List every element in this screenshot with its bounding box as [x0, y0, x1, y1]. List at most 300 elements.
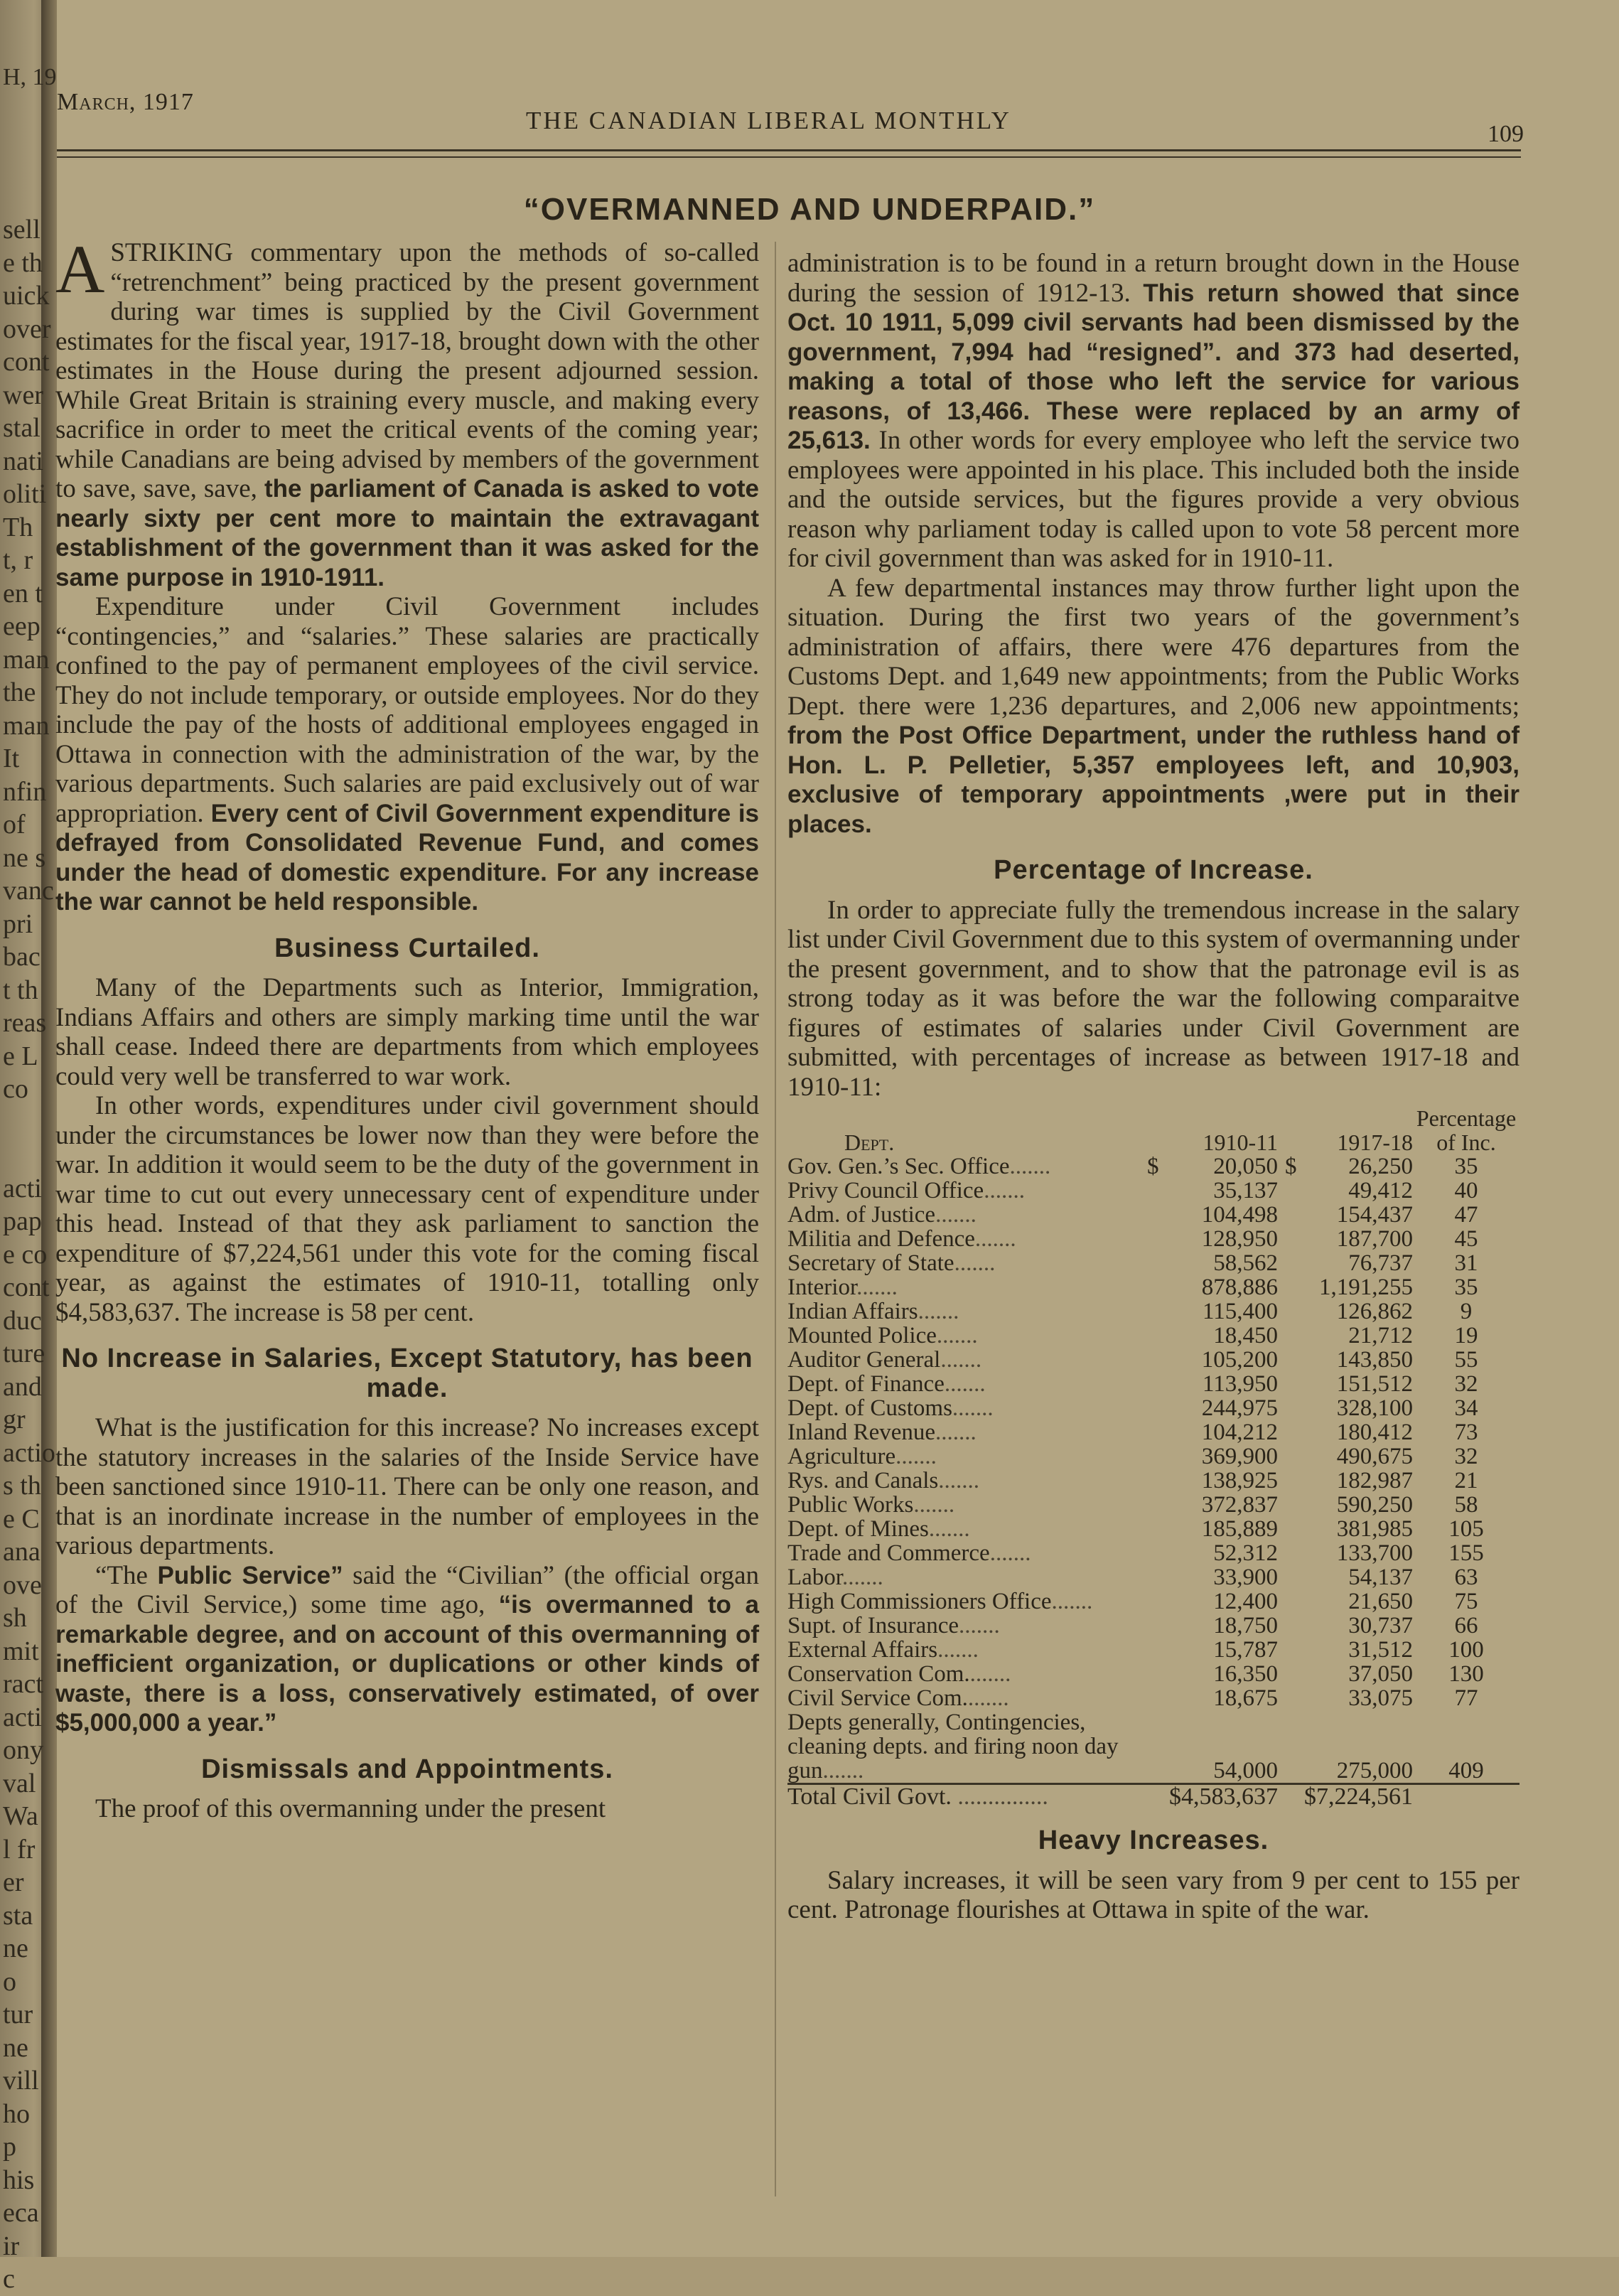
value-1910-text: 115,400	[1202, 1299, 1278, 1324]
value-1910-text: 58,562	[1213, 1250, 1278, 1276]
edge-fragment: gr	[3, 1405, 26, 1434]
table-row	[787, 1179, 1520, 1203]
expenditure-emphasis: Every cent of Civil Government expenditure is defrayed from Consolidated Revenue Fund, and comes under the head of domestic expenditure. For any increase the war cannot be held responsible.	[55, 799, 760, 916]
edge-fragment: t, r	[3, 545, 33, 575]
leader-dots: .......	[822, 1758, 864, 1783]
value-1917-text: 31,512	[1348, 1637, 1413, 1663]
value-1910	[1143, 1469, 1278, 1493]
value-1910	[1143, 1614, 1278, 1638]
dept-name	[787, 1469, 1143, 1493]
dept-name-text: Auditor General	[787, 1347, 941, 1373]
value-1917-text: 1,191,255	[1319, 1275, 1413, 1300]
edge-fragment: ne	[3, 1933, 28, 1963]
percentage-increase: 35	[1454, 1275, 1478, 1300]
value-1910	[1143, 1251, 1278, 1275]
edge-fragment: e co	[3, 1239, 48, 1270]
comparison-intro-paragraph: In order to appreciate fully the tremendous increase in the salary list under Civil Government due to this system of overmanning under the present government, and to show that the patronage evil is as strong today as it was before the war the following comparaitve figures of estimates of salaries under Civil Government are submitted, with percentages of increase as between 1917-18 and 1910-11:	[787, 895, 1520, 1102]
intro-emphasis: the parliament of Canada is asked to vote nearly sixty per cent more to maintain the extravagant establishment of the government than it was asked for the same purpose in 1910-1911.	[55, 475, 759, 591]
instances-text: A few departmental instances may throw further light upon the situation. During the first two years of the government’s administration of affairs, there were 476 departures from the Customs Dept. and 1,649 new appointments; from the Public Works Dept. there were 1,236 departures, and 2,006 new appointments;	[787, 573, 1520, 721]
value-1910	[1143, 1444, 1278, 1469]
dept-name-text: Labor	[787, 1565, 842, 1590]
percentage-increase: 100	[1448, 1637, 1484, 1663]
value-1917	[1278, 1589, 1413, 1614]
dept-name	[787, 1686, 1143, 1710]
edge-fragment: and	[3, 1371, 42, 1402]
value-1917	[1278, 1227, 1413, 1251]
dept-name-text: Rys. and Canals	[787, 1468, 939, 1493]
value-1910	[1143, 1203, 1278, 1227]
value-1917-text: 133,700	[1336, 1540, 1413, 1566]
edge-fragment: uick	[3, 281, 50, 311]
subhead-heavy-increases: Heavy Increases.	[1038, 1825, 1269, 1855]
table-row	[787, 1154, 1520, 1179]
dept-name-text: Civil Service Com.	[787, 1685, 968, 1711]
edge-fragment: cont	[3, 347, 50, 377]
table-row	[787, 1710, 1520, 1784]
edge-fragment: ho	[3, 2098, 30, 2129]
percentage-increase: 66	[1454, 1613, 1478, 1638]
value-1910-text: 35,137	[1213, 1178, 1278, 1203]
edge-fragment: over	[3, 313, 51, 344]
dept-name	[787, 1565, 1143, 1589]
value-1917	[1278, 1517, 1413, 1541]
value-1910	[1143, 1565, 1278, 1589]
value-1910-text: 12,400	[1213, 1589, 1278, 1614]
value-1917	[1278, 1348, 1413, 1372]
value-1917	[1278, 1275, 1413, 1299]
dept-name-text: High Commissioners Office	[787, 1589, 1052, 1614]
dept-name-text: Supt. of Insurance	[787, 1613, 959, 1638]
edge-fragment: of	[3, 810, 26, 839]
value-1917	[1278, 1541, 1413, 1565]
dept-name-text: External Affairs	[787, 1637, 938, 1663]
leader-dots: .......	[841, 1565, 883, 1590]
value-1917	[1278, 1565, 1413, 1589]
dept-name-text: Indian Affairs	[787, 1299, 918, 1324]
dept-name-text: Dept. of Mines	[787, 1516, 929, 1542]
edge-fragment: bac	[3, 942, 41, 972]
total-label-text: Total Civil Govt.	[787, 1783, 952, 1810]
value-1917	[1278, 1154, 1413, 1179]
total-1910: $4,583,637	[1143, 1784, 1278, 1810]
value-1917-text: 37,050	[1348, 1661, 1413, 1687]
value-1917	[1278, 1469, 1413, 1493]
dept-name	[787, 1275, 1143, 1299]
table-row	[787, 1348, 1520, 1372]
header-dept: Dept.	[844, 1130, 895, 1155]
leader-dots: .......	[936, 1323, 978, 1348]
value-1917-text: 275,000	[1336, 1758, 1413, 1783]
leader-dots: .......	[928, 1516, 970, 1542]
right-column	[787, 249, 1520, 1925]
table-row	[787, 1565, 1520, 1589]
value-1910	[1143, 1227, 1278, 1251]
value-1910	[1143, 1179, 1278, 1203]
value-1917-text: 54,137	[1348, 1565, 1413, 1590]
edge-fragment: Wa	[3, 1801, 38, 1831]
edge-fragment: sell	[3, 215, 41, 245]
table-row	[787, 1420, 1520, 1444]
percentage-increase: 130	[1448, 1661, 1484, 1687]
edge-fragment: ir	[3, 2231, 20, 2261]
value-1910-text: 33,900	[1213, 1565, 1278, 1590]
journal-title: THE CANADIAN LIBERAL MONTHLY	[526, 107, 1011, 134]
public-service-emphasis: Public Service”	[157, 1561, 343, 1589]
edge-fragment: ne s	[3, 842, 46, 873]
table-header-row	[787, 1106, 1520, 1154]
value-1910-text: 244,975	[1201, 1395, 1278, 1421]
value-1910-text: 878,886	[1201, 1275, 1278, 1300]
edge-fragment: co	[3, 1074, 28, 1104]
leader-dots: .......	[895, 1444, 937, 1469]
edge-fragment: vanc	[3, 876, 54, 906]
header-rule-thin	[57, 156, 1521, 158]
dept-name-text: Public Works	[787, 1492, 914, 1518]
value-1910-text: 52,312	[1213, 1540, 1278, 1566]
percentage-increase: 9	[1460, 1299, 1473, 1324]
value-1910	[1143, 1662, 1278, 1686]
value-1910-text: 113,950	[1202, 1371, 1278, 1397]
percentage-increase: 32	[1454, 1371, 1478, 1397]
dept-name	[787, 1541, 1143, 1565]
leader-dots: .......	[856, 1275, 898, 1300]
table-row	[787, 1444, 1520, 1469]
value-1910-text: 372,837	[1201, 1492, 1278, 1518]
value-1917-text: 328,100	[1336, 1395, 1413, 1421]
edge-fragment: acti	[3, 1173, 42, 1203]
leader-dots: .......	[1051, 1589, 1093, 1614]
value-1910	[1143, 1541, 1278, 1565]
dept-name	[787, 1203, 1143, 1227]
value-1917	[1278, 1372, 1413, 1396]
edge-fragment: the	[3, 677, 36, 707]
leader-dots: .......	[938, 1468, 979, 1493]
value-1917	[1278, 1662, 1413, 1686]
dept-name-text: Mounted Police	[787, 1323, 937, 1348]
dept-name	[787, 1589, 1143, 1614]
edge-fragment: e th	[3, 247, 43, 278]
percentage-increase: 19	[1454, 1323, 1478, 1348]
edge-fragment: oliti	[3, 479, 47, 509]
value-1910	[1143, 1493, 1278, 1517]
article-title: “OVERMANNED AND UNDERPAID.”	[523, 192, 1096, 227]
dept-name-text: Secretary of State	[787, 1250, 954, 1276]
subhead-no-increase: No Increase in Salaries, Except Statutory, has been made.	[61, 1343, 753, 1403]
percentage-increase: 35	[1454, 1154, 1478, 1179]
dept-name	[787, 1179, 1143, 1203]
table-row	[787, 1589, 1520, 1614]
value-1910-text: 104,212	[1201, 1420, 1278, 1445]
percentage-increase: 55	[1454, 1347, 1478, 1373]
value-1910-text: 15,787	[1213, 1637, 1278, 1663]
total-1917: $7,224,561	[1278, 1784, 1413, 1810]
edge-fragment: Th	[3, 512, 33, 542]
return-emphasis: This return showed that since Oct. 10 1911, 5,099 civil servants had been dismissed by the government, 7,994 had “resigned”. and 373 had deserted, making a total of those who left the service for various reasons, of 13,466. These were replaced by an army of 25,613.	[787, 279, 1520, 454]
edge-fragment: o	[3, 1966, 16, 1997]
value-1910	[1143, 1299, 1278, 1324]
leader-dots: .......	[974, 1226, 1016, 1252]
value-1917-text: 76,737	[1348, 1250, 1413, 1276]
dept-name	[787, 1710, 1143, 1784]
dept-name	[787, 1396, 1143, 1420]
header-rule	[57, 149, 1521, 151]
header-percentage: Percentage of Inc.	[1416, 1105, 1517, 1155]
leader-dots: .......	[969, 1661, 1011, 1687]
percentage-increase: 77	[1454, 1685, 1478, 1711]
leader-dots: .......	[967, 1685, 1009, 1711]
value-1917	[1278, 1203, 1413, 1227]
table-row	[787, 1251, 1520, 1275]
dept-name	[787, 1420, 1143, 1444]
percentage-increase: 73	[1454, 1420, 1478, 1445]
value-1910	[1143, 1275, 1278, 1299]
dept-name-text: Inland Revenue	[787, 1420, 936, 1445]
dept-name	[787, 1444, 1143, 1469]
edge-fragment: pap	[3, 1206, 42, 1236]
value-1917	[1278, 1299, 1413, 1324]
value-1910	[1143, 1517, 1278, 1541]
value-1917-text: 151,512	[1336, 1371, 1413, 1397]
issue-date: March, 1917	[57, 89, 194, 115]
value-1910-text: 18,750	[1213, 1613, 1278, 1638]
dept-name-text: Dept. of Customs	[787, 1395, 952, 1421]
proof-paragraph: The proof of this overmanning under the present	[95, 1794, 606, 1823]
value-1910-text: 54,000	[1213, 1758, 1278, 1783]
edge-fragment: val	[3, 1768, 36, 1798]
left-column	[55, 231, 760, 1824]
expenditure-text: Expenditure under Civil Government includes “contingencies,” and “salaries.” These salaries are practically confined to the pay of permanent employees of the civil service. They do not include temporary, or outside employees. Nor do they include the pay of the hosts of additional employees engaged in Ottawa in connection with the administration of the war, by the various departments. Such salaries are paid exclusively out of war appropriation.	[55, 592, 759, 828]
quote-open: “The	[95, 1560, 158, 1590]
edge-fragment: sta	[3, 1900, 33, 1931]
percentage-increase: 32	[1454, 1444, 1478, 1469]
departments-paragraph: Many of the Departments such as Interior, Immigration, Indians Affairs and others are simply marking time until the war shall cease. Indeed there are departments from which employees could very well be transferred to war work.	[55, 973, 759, 1091]
percentage-increase: 75	[1454, 1589, 1478, 1614]
edge-fragment: nfin	[3, 776, 47, 807]
table-row	[787, 1662, 1520, 1686]
estimates-table	[787, 1106, 1520, 1809]
percentage-increase: 155	[1448, 1540, 1484, 1566]
dept-name-text: Interior	[787, 1275, 857, 1300]
edge-fragment: nati	[3, 446, 43, 476]
dept-name	[787, 1348, 1143, 1372]
value-1910-text: 18,450	[1213, 1323, 1278, 1348]
total-row	[787, 1784, 1520, 1810]
percentage-increase: 45	[1454, 1226, 1478, 1252]
total-pct	[1413, 1784, 1520, 1810]
percentage-increase: 409	[1448, 1758, 1484, 1783]
dept-name-text: Conservation Com.	[787, 1661, 970, 1687]
table-row	[787, 1614, 1520, 1638]
value-1917	[1278, 1324, 1413, 1348]
edge-fragment: en t	[3, 578, 43, 608]
table-row	[787, 1203, 1520, 1227]
value-1917-text: 26,250	[1348, 1154, 1413, 1179]
value-1917	[1278, 1686, 1413, 1710]
value-1917	[1278, 1444, 1413, 1469]
leader-dots: .......	[944, 1371, 986, 1397]
previous-page-header-fragment: H, 19	[3, 64, 57, 90]
return-tail: In other words for every employee who left the service two employees were appointed in his place. This included both the inside and the outside services, but the figures provide a very obvious reason why parliament today is called upon to vote 58 percent more for civil government than was asked for in 1910-11.	[787, 426, 1520, 573]
leader-dots: .......	[984, 1178, 1025, 1203]
table-row	[787, 1372, 1520, 1396]
edge-fragment: his	[3, 2164, 35, 2195]
edge-fragment: vill	[3, 2066, 39, 2096]
intro-paragraph	[55, 231, 759, 592]
value-1910	[1143, 1324, 1278, 1348]
value-1917-text: 180,412	[1336, 1420, 1413, 1445]
edge-fragment: ony	[3, 1735, 43, 1765]
value-1910	[1143, 1154, 1278, 1179]
percentage-increase: 63	[1454, 1565, 1478, 1590]
intro-text: STRIKING commentary upon the methods of so-called “retrenchment” being practiced by the present government during war times is supplied by the Civil Government estimates for the fiscal year, 1917-18, brought down with the other estimates in the House during the present adjourned session. While Great Britain is straining every muscle, and making every sacrifice in order to meet the critical events of the coming year; while Canadians are being advised by members of the government to save, save, save,	[55, 238, 759, 503]
dept-name	[787, 1662, 1143, 1686]
value-1910	[1143, 1348, 1278, 1372]
leader-dots: .......	[918, 1299, 959, 1324]
value-1910-text: 18,675	[1213, 1685, 1278, 1711]
table-row	[787, 1299, 1520, 1324]
percentage-increase: 58	[1454, 1492, 1478, 1518]
edge-fragment: eep	[3, 611, 41, 641]
table-row	[787, 1686, 1520, 1710]
edge-fragment: l fr	[3, 1834, 36, 1865]
leader-dots: .......	[954, 1250, 996, 1276]
value-1910-text: 185,889	[1201, 1516, 1278, 1542]
dept-name	[787, 1517, 1143, 1541]
total-label	[787, 1784, 1143, 1810]
table-row	[787, 1324, 1520, 1348]
edge-fragment: acti	[3, 1702, 42, 1732]
value-1910-text: 105,200	[1201, 1347, 1278, 1373]
dept-name-text: Privy Council Office	[787, 1178, 984, 1203]
leader-dots: .......	[935, 1202, 977, 1228]
percentage-increase: 21	[1454, 1468, 1478, 1493]
edge-fragment: man	[3, 710, 50, 741]
dept-name-text: Agriculture	[787, 1444, 896, 1469]
edge-fragment: ne	[3, 2032, 28, 2063]
value-1910	[1143, 1686, 1278, 1710]
edge-fragment: pri	[3, 908, 33, 939]
value-1917-text: 21,712	[1348, 1323, 1413, 1348]
leader-dots: .......	[937, 1637, 979, 1663]
return-paragraph	[787, 249, 1520, 574]
edge-fragment: e C	[3, 1503, 40, 1534]
leader-dots: .......	[989, 1540, 1031, 1566]
edge-fragment: s th	[3, 1471, 41, 1501]
percentage-increase: 105	[1448, 1516, 1484, 1542]
value-1917-text: 49,412	[1348, 1178, 1413, 1203]
dept-name	[787, 1324, 1143, 1348]
value-1917	[1278, 1493, 1413, 1517]
value-1917	[1278, 1420, 1413, 1444]
value-1910-text: 20,050	[1213, 1154, 1278, 1179]
table-row	[787, 1638, 1520, 1662]
value-1917	[1278, 1710, 1413, 1784]
value-1910	[1143, 1420, 1278, 1444]
table-body	[787, 1154, 1520, 1784]
dept-name	[787, 1493, 1143, 1517]
value-1917-text: 30,737	[1348, 1613, 1413, 1638]
edge-fragment: cont	[3, 1272, 50, 1302]
currency-sign: $	[1147, 1154, 1159, 1179]
table-row	[787, 1227, 1520, 1251]
dept-name	[787, 1251, 1143, 1275]
edge-fragment: It	[3, 744, 20, 773]
subhead-dismissals: Dismissals and Appointments.	[201, 1754, 613, 1784]
value-1917-text: 33,075	[1348, 1685, 1413, 1711]
leader-dots: .......	[1009, 1154, 1051, 1179]
leader-dots: .......	[959, 1613, 1000, 1638]
dept-name-text: Adm. of Justice	[787, 1202, 936, 1228]
edge-fragment: er	[3, 1867, 24, 1897]
leader-dots: ...............	[951, 1783, 1048, 1810]
dept-name	[787, 1154, 1143, 1179]
value-1917-text: 182,987	[1336, 1468, 1413, 1493]
drop-cap: A	[55, 231, 105, 307]
value-1910-text: 128,950	[1201, 1226, 1278, 1252]
value-1917	[1278, 1396, 1413, 1420]
value-1917	[1278, 1638, 1413, 1662]
dept-name	[787, 1299, 1143, 1324]
value-1917-text: 21,650	[1348, 1589, 1413, 1614]
return-text: administration is to be found in a return brought down in the House during the session of 1912-13.	[787, 249, 1520, 308]
dept-name-text: Dept. of Finance	[787, 1371, 945, 1397]
leader-dots: .......	[940, 1347, 982, 1373]
public-service-paragraph	[55, 1561, 759, 1738]
leader-dots: .......	[935, 1420, 977, 1445]
value-1917	[1278, 1614, 1413, 1638]
percentage-increase: 47	[1454, 1202, 1478, 1228]
edge-fragment: ove	[3, 1570, 42, 1600]
dept-name	[787, 1227, 1143, 1251]
edge-fragment: reas	[3, 1008, 47, 1038]
value-1910-text: 104,498	[1201, 1202, 1278, 1228]
value-1917	[1278, 1179, 1413, 1203]
table-row	[787, 1517, 1520, 1541]
percentage-increase: 31	[1454, 1250, 1478, 1276]
value-1910	[1143, 1372, 1278, 1396]
dept-name-text: Trade and Commerce	[787, 1540, 990, 1566]
edge-fragment: man	[3, 644, 50, 675]
edge-fragment: ana	[3, 1537, 41, 1567]
page-number: 109	[1488, 121, 1524, 147]
edge-fragment: t th	[3, 975, 38, 1005]
table-row	[787, 1275, 1520, 1299]
instances-paragraph	[787, 574, 1520, 839]
edge-fragment: p	[3, 2132, 16, 2162]
edge-fragment: e L	[3, 1041, 38, 1071]
percentage-increase: 34	[1454, 1395, 1478, 1421]
value-1910-text: 16,350	[1213, 1661, 1278, 1687]
percentage-increase: 40	[1454, 1178, 1478, 1203]
edge-fragment: stal	[3, 413, 41, 443]
table-row	[787, 1541, 1520, 1565]
value-1910-text: 138,925	[1201, 1468, 1278, 1493]
value-1917	[1278, 1251, 1413, 1275]
header-1910: 1910-11	[1203, 1130, 1278, 1155]
edge-fragment: sh	[3, 1603, 27, 1633]
other-words-paragraph: In other words, expenditures under civil government should under the circumstances be lower now than they were before the war. In addition it would seem to be the duty of the government in war time to cut out every unnecessary cent of expenditure under this head. Instead of that they ask parliament to sanction the expenditure of $7,224,561 under this vote for the coming fiscal year, as against the estimates of 1910-11, totalling only $4,583,637. The increase is 58 per cent.	[55, 1091, 759, 1327]
value-1917-text: 143,850	[1336, 1347, 1413, 1373]
value-1917-text: 187,700	[1336, 1226, 1413, 1252]
overmanned-quote: “is overmanned to a remarkable degree, and on account of this overmanning of inefficient organization, or duplications or other kinds of waste, there is a loss, conservatively estimated, of over $5,000,000 a year.”	[55, 1591, 760, 1737]
table-row	[787, 1493, 1520, 1517]
value-1910	[1143, 1638, 1278, 1662]
dept-name	[787, 1638, 1143, 1662]
leader-dots: .......	[913, 1492, 955, 1518]
dept-name	[787, 1614, 1143, 1638]
edge-fragment: tur	[3, 2000, 33, 2029]
post-office-emphasis: from the Post Office Department, under the ruthless hand of Hon. L. P. Pelletier, 5,357 employees left, and 10,903, exclusive of temporary appointments ,were put in their places.	[787, 721, 1520, 838]
